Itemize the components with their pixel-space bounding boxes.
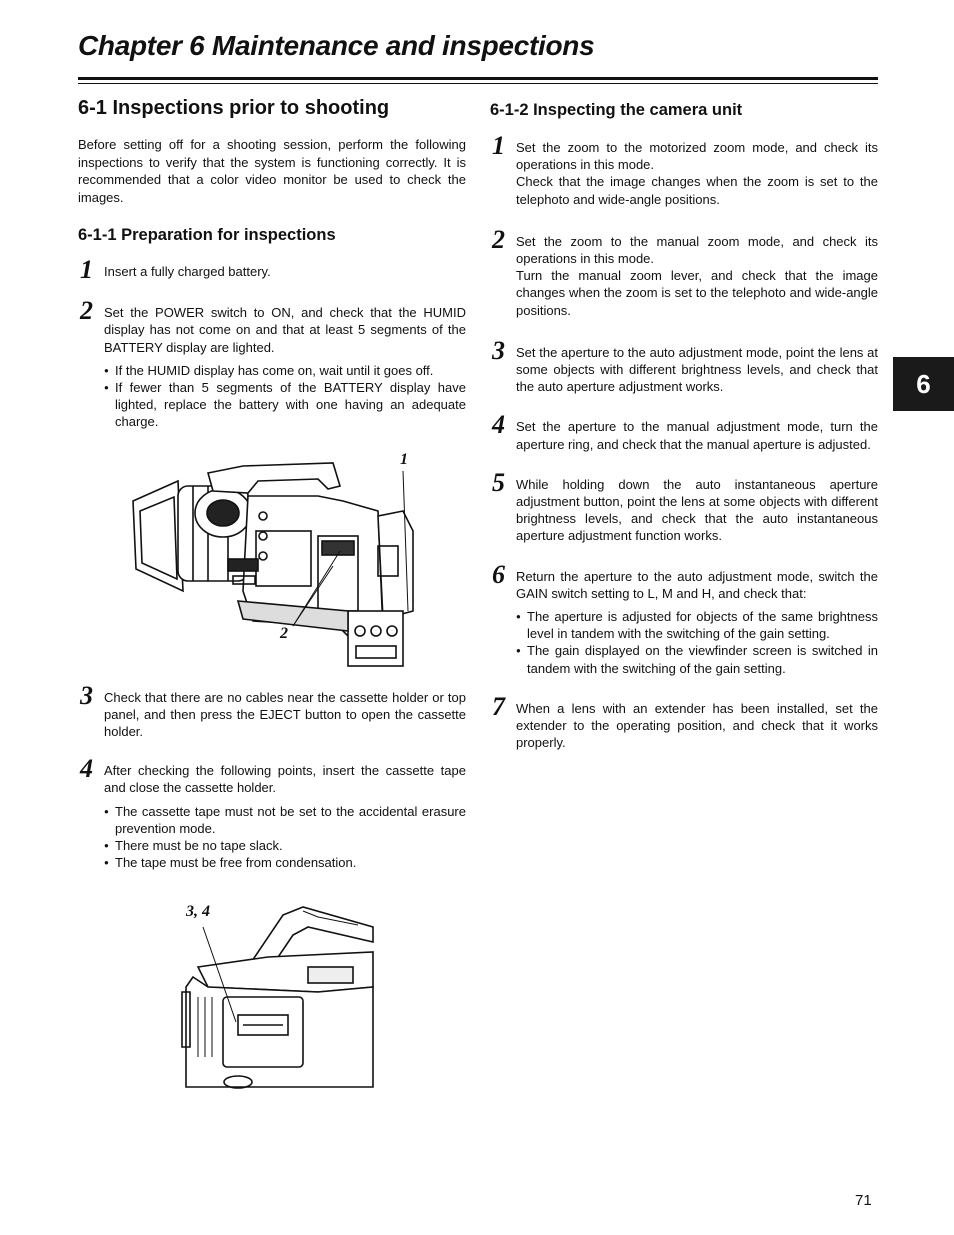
list-item: ● The tape must be free from condensation. [104, 854, 466, 871]
left-column [78, 95, 466, 1097]
step-number: 3 [80, 680, 93, 710]
step-number: 6 [492, 559, 505, 589]
list-item: ● If fewer than 5 segments of the BATTERY display have lighted, replace the battery with one having an adequate charge. [104, 379, 466, 431]
list-item: ● The gain displayed on the viewfinder screen is switched in tandem with the switching of the gain setting. [516, 642, 878, 676]
step-number: 4 [80, 754, 93, 784]
camera-figure-1 [78, 441, 466, 681]
step-number: 4 [492, 410, 505, 440]
step-text: Set the aperture to the manual adjustment mode, turn the aperture ring, and check that the manual aperture is adjusted. [516, 419, 878, 452]
cassette-holder-illustration [78, 897, 466, 1097]
step-number: 1 [80, 255, 93, 284]
step-number: 2 [80, 296, 93, 326]
step-text: Insert a fully charged battery. [104, 264, 271, 279]
intro-paragraph: Before setting off for a shooting session, perform the following inspections to verify that the system is functioning correctly. It is recommended that a color video monitor be used to check the images. [78, 137, 466, 205]
chapter-tab: 6 [893, 357, 954, 411]
step-text: Set the POWER switch to ON, and check that the HUMID display has not come on and that at least 5 segments of the BATTERY display are lighted. [104, 305, 466, 355]
camera-step-3 [490, 335, 878, 396]
camera-step-7 [490, 691, 878, 752]
list-item: ● The aperture is adjusted for objects of the same brightness level in tandem with the switching of the gain setting. [516, 608, 878, 642]
camera-step-6 [490, 559, 878, 677]
bullet-list [104, 803, 466, 872]
prep-step-1 [78, 255, 466, 284]
step-number: 5 [492, 467, 505, 497]
camera-step-1 [490, 131, 878, 208]
camcorder-illustration [78, 441, 466, 681]
page-number: 71 [855, 1192, 872, 1209]
bullet-list [516, 608, 878, 677]
subsection-title-preparation: 6-1-1 Preparation for inspections [78, 226, 336, 244]
chapter-title: Chapter 6 Maintenance and inspections [78, 30, 595, 61]
step-number: 1 [492, 131, 505, 160]
prep-step-3 [78, 680, 466, 741]
header-rule [78, 77, 878, 80]
header-rule-thin [78, 83, 878, 84]
bullet-list [104, 362, 466, 431]
step-text: Return the aperture to the auto adjustment mode, switch the GAIN switch setting to L, M and H, and check that: [516, 568, 878, 601]
step-text: After checking the following points, insert the cassette tape and close the cassette holder. [104, 763, 466, 796]
prep-step-4 [78, 754, 466, 871]
step-text: Set the aperture to the auto adjustment mode, point the lens at some objects with different brightness levels, and check that the auto aperture adjustment works. [516, 344, 878, 395]
step-text-continued: Turn the manual zoom lever, and check that the image changes when the zoom is set to the telephoto and wide-angle positions. [516, 268, 878, 318]
list-item: ● There must be no tape slack. [104, 837, 466, 854]
step-number: 3 [492, 335, 505, 365]
figure-callout-1: 1 [400, 450, 408, 468]
subsection-title-camera-unit: 6-1-2 Inspecting the camera unit [490, 101, 743, 119]
list-item: ● If the HUMID display has come on, wait until it goes off. [104, 362, 466, 379]
step-text: Check that there are no cables near the cassette holder or top panel, and then press the EJECT button to open the cassette holder. [104, 689, 466, 740]
camera-step-4 [490, 410, 878, 452]
camera-figure-2 [78, 897, 466, 1097]
step-number: 2 [492, 224, 505, 254]
step-text-continued: Check that the image changes when the zoom is set to the telephoto and wide-angle positions. [516, 174, 878, 207]
section-title: 6-1 Inspections prior to shooting [78, 97, 390, 119]
figure-callout-3-4: 3, 4 [186, 903, 210, 921]
camera-step-2 [490, 224, 878, 319]
prep-step-2 [78, 296, 466, 430]
right-column [490, 95, 878, 751]
step-text: Set the zoom to the manual zoom mode, and check its operations in this mode. [516, 233, 878, 267]
list-item: ● The cassette tape must not be set to the accidental erasure prevention mode. [104, 803, 466, 837]
step-number: 7 [492, 691, 505, 721]
camera-step-5 [490, 467, 878, 545]
step-text: Set the zoom to the motorized zoom mode, and check its operations in this mode. [516, 140, 878, 173]
step-text: While holding down the auto instantaneous aperture adjustment button, point the lens at some objects with different brightness levels, and check that the auto instantaneous aperture adjustment function works. [516, 476, 878, 544]
step-text: When a lens with an extender has been installed, set the extender to the operating position, and check that it works properly. [516, 700, 878, 751]
figure-callout-2: 2 [280, 624, 288, 642]
